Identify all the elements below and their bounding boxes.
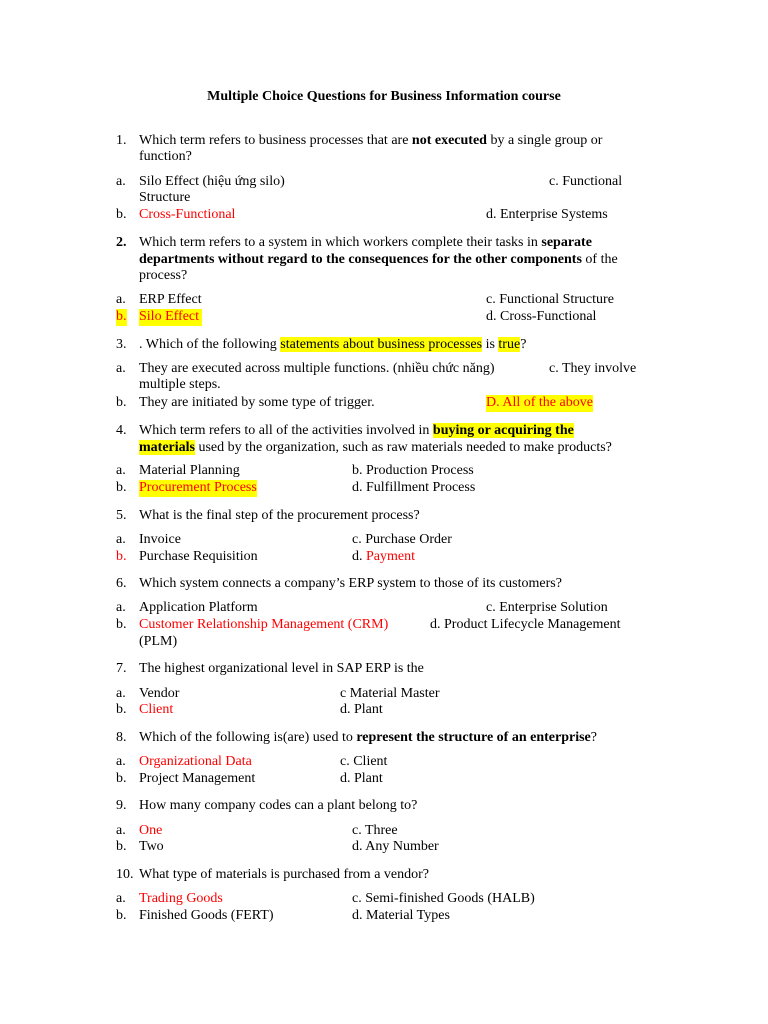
option-b-answer: Cross-Functional [139,207,236,222]
option-a: They are executed across multiple functions. (nhiều chức năng) [139,361,495,376]
question-text: Which term refers to all of the activities involved in buying or acquiring the [139,423,574,438]
question-number: 1. [116,133,127,148]
question-number: 5. [116,508,127,523]
question-text: What is the final step of the procurement process? [139,508,420,523]
option-a: Invoice [139,532,181,547]
question-text: Which term refers to business processes that are not executed by a single group or [139,133,603,148]
option-c: c. Functional [549,174,623,189]
option-c: c. Client [340,754,388,769]
question-number: 7. [116,661,127,676]
option-a-answer: Trading Goods [139,891,223,906]
question-number: 6. [116,576,127,591]
option-b-answer: Customer Relationship Management (CRM) [139,617,389,632]
option-d: d. Material Types [352,908,450,923]
option-a: ERP Effect [139,292,202,307]
option-b: Finished Goods (FERT) [139,908,274,923]
option-d-row: d. Payment [352,549,415,564]
option-b: Purchase Requisition [139,549,258,564]
question-number: 9. [116,798,127,813]
option-d: d. Plant [340,771,383,786]
option-c: c. Three [352,823,398,838]
option-a: Application Platform [139,600,258,615]
option-c: c Material Master [340,686,440,701]
option-c: c. Purchase Order [352,532,452,547]
option-c: c. Functional Structure [486,292,614,307]
question-number: 2. [116,235,127,250]
option-b-answer: Procurement Process [139,480,257,495]
option-a: Silo Effect (hiệu ứng silo) [139,174,285,189]
question-number: 3. [116,337,127,352]
option-b-answer: Client [139,702,174,717]
question-text: Which term refers to a system in which workers complete their tasks in separate [139,235,592,250]
option-b-answer: Silo Effect [139,309,202,326]
option-d: d. Product Lifecycle Management [430,617,621,632]
option-b: They are initiated by some type of trigger. [139,395,375,410]
option-b: Two [139,839,164,854]
option-d-answer: Payment [366,549,415,564]
option-c: c. Enterprise Solution [486,600,608,615]
option-a: Material Planning [139,463,240,478]
option-a: Vendor [139,686,180,701]
option-d: d. Any Number [352,839,439,854]
option-c: c. They involve [549,361,637,376]
document-title: Multiple Choice Questions for Business Information course [207,89,561,104]
question-text: What type of materials is purchased from a vendor? [139,867,430,882]
question-number: 4. [116,423,127,438]
question-text: How many company codes can a plant belong to? [139,798,418,813]
question-text: The highest organizational level in SAP ERP is the [139,661,424,676]
question-number: 10. [116,867,134,882]
option-a-answer: One [139,823,163,838]
option-d-answer: D. All of the above [486,395,593,410]
option-d: d. Fulfillment Process [352,480,476,495]
option-b: Project Management [139,771,256,786]
option-d: d. Cross-Functional [486,309,597,324]
option-c: c. Semi-finished Goods (HALB) [352,891,535,906]
option-d: d. Plant [340,702,383,717]
option-a-answer: Organizational Data [139,754,252,769]
option-d: d. Enterprise Systems [486,207,608,222]
question-text: Which system connects a company’s ERP system to those of its customers? [139,576,562,591]
question-number: 8. [116,730,127,745]
option-c: b. Production Process [352,463,474,478]
question-text: Which of the following is(are) used to represent the structure of an enterprise? [139,730,597,745]
question-text: . Which of the following statements about business processes is true? [139,337,527,352]
